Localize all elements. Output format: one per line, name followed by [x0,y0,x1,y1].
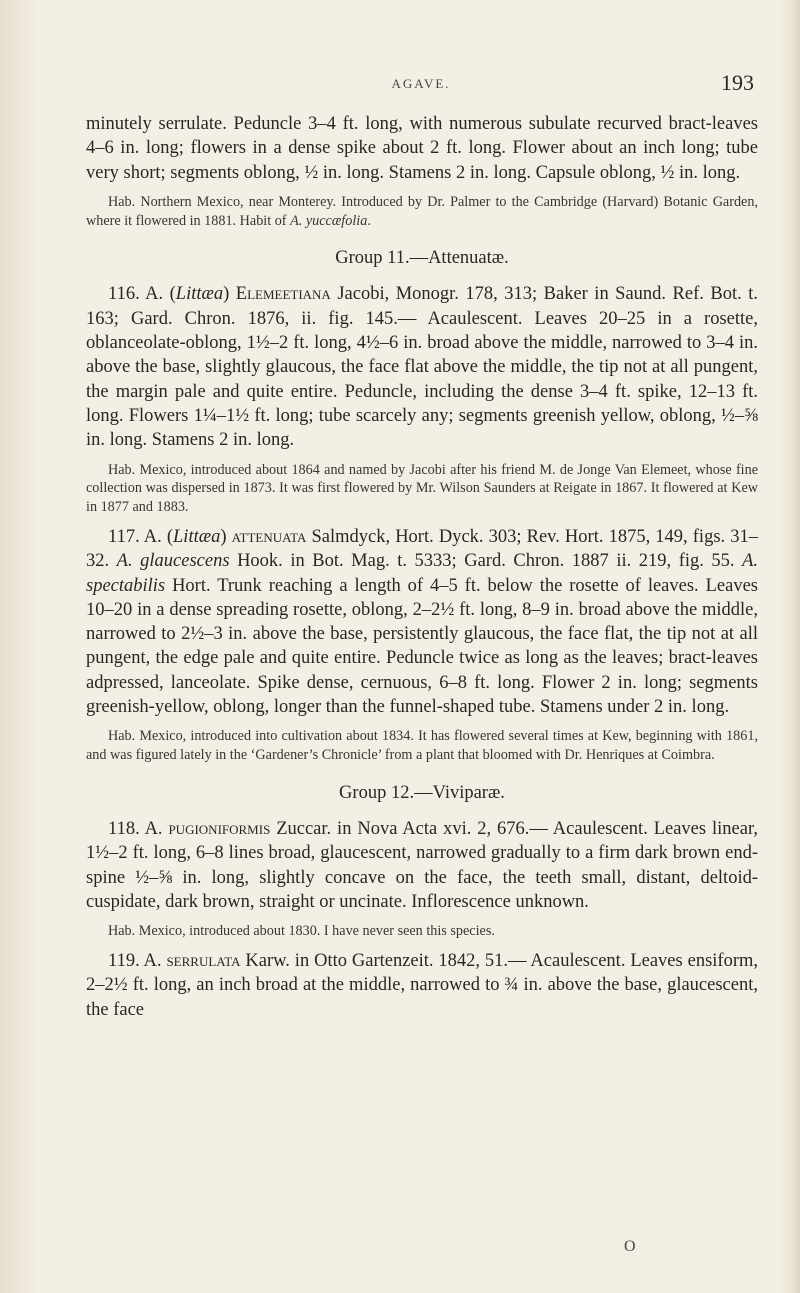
species-number: 117. A. ( [108,526,174,547]
habitat-note-118: Hab. Mexico, introduced about 1830. I have never seen this species. [108,923,495,940]
paren-close: ) [223,284,236,305]
species-citation: Salmdyck, Hort. Dyck. 303; Rev. Hort. 1875, 149, figs. 31–32. [86,526,758,572]
species-description: Hort. Trunk reaching a length of 4–5 ft. below the rosette of leaves. Leaves 10–20 in a dense spreading rosette, oblong, 2–2½ ft. long, 8–9 in. broad above the middle, narrowed to 2½–3 in. above the base, persistently glaucous, the face flat, the tip not at all pungent, the edge pale and quite entire. Peduncle twice as long as the leaves; bract-leaves adpressed, lanceolate. Spike dense, cernuous, 6–8 ft. long. Flower 2 in. long; segments greenish-yellow, oblong, longer than the funnel-shaped tube. Stamens under 2 in. long. [86,575,758,718]
paren-close: ) [220,526,232,547]
synonym-citation: Hook. in Bot. Mag. t. 5333; Gard. Chron. 1887 ii. 219, fig. 55. [229,551,743,572]
page-text [86,112,758,1022]
subgenus-name: Littæa [175,284,224,305]
species-name: pugioniformis [168,818,271,839]
habitat-note-116: Hab. Mexico, introduced about 1864 and named by Jacobi after his friend M. de Jonge Van Elemeet, whose fine collection was dispersed in 1873. It was first flowered by Mr. Wilson Saunders at Reigate in 1867. It flowered at Kew in 1877 and 1883. [86,461,758,516]
species-119 [86,949,758,1022]
synonym-2: A. spectabilis [86,551,759,596]
running-head-title: AGAVE. [391,76,451,91]
page-edge [778,0,800,1293]
signature-mark: O [624,1238,636,1255]
species-number: 119. A. [108,950,167,971]
species-description: Karw. in Otto Gartenzeit. 1842, 51.— Acaulescent. Leaves ensiform, 2–2½ ft. long, an inch broad at the middle, narrowed to ¾ in. above the base, glaucescent, the face [86,950,758,1020]
page-number: 193 [721,70,754,95]
group-heading-12: Group 12.—Viviparæ. [339,782,505,803]
gutter-shadow [0,0,40,1293]
species-description: Zuccar. in Nova Acta xvi. 2, 676.— Acaulescent. Leaves linear, 1½–2 ft. long, 6–8 lines broad, glaucescent, narrowed gradually to a firm dark brown end-spine ½–⅝ in. long, slightly concave on the face, the teeth small, distant, deltoid-cuspidate, dark brown, straight or uncinate. Inflorescence unknown. [86,818,758,912]
group-heading-11: Group 11.—Attenuatæ. [335,248,509,269]
species-117 [86,525,758,719]
species-reference: A. yuccæfolia [290,212,368,229]
synonym-1: A. glaucescens [116,551,230,572]
habitat-text-end: . [367,212,371,229]
habitat-note-intro [86,193,758,231]
species-name: serrulata [166,950,241,971]
species-number: 116. A. ( [108,284,176,305]
species-118 [86,817,758,914]
subgenus-name: Littæa [173,526,221,547]
paragraph-intro: minutely serrulate. Peduncle 3–4 ft. long, with numerous subulate recurved bract-leaves 4–6 in. long; flowers in a dense spike about 2 ft. long. Flower about an inch long; tube very short; segments oblong, ½ in. long. Stamens 2 in. long. Capsule oblong, ½ in. long. [86,114,758,183]
habitat-note-117: Hab. Mexico, introduced into cultivation about 1834. It has flowered several times at Kew, beginning with 1861, and was figured lately in the ‘Gardener’s Chronicle’ from a plant that bloomed with Dr. Henriques at Coimbra. [86,728,758,764]
habitat-text: Hab. Northern Mexico, near Monterey. Introduced by Dr. Palmer to the Cambridge (Harvard) Botanic Garden, where it flowered in 1881. Habit of [86,193,758,229]
running-head [88,70,754,100]
species-number: 118. A. [108,818,169,839]
species-116 [86,282,758,452]
species-description: Jacobi, Monogr. 178, 313; Baker in Saund. Ref. Bot. t. 163; Gard. Chron. 1876, ii. fig. 145.— Acaulescent. Leaves 20–25 in a rosette, oblanceolate-oblong, 1½–2 ft. long, 4½–6 in. broad above the middle, narrowed to 3–4 in. above the base, slightly glaucous, the face flat above the middle, the tip not at all pungent, the margin pale and quite entire. Peduncle, including the dense 3–4 ft. spike, 12–13 ft. long. Flowers 1¼–1½ ft. long; tube scarcely any; segments greenish yellow, oblong, ½–⅝ in. long. Stamens 2 in. long. [86,284,758,451]
species-name: Elemeetiana [235,284,331,305]
species-name: attenuata [231,526,307,547]
